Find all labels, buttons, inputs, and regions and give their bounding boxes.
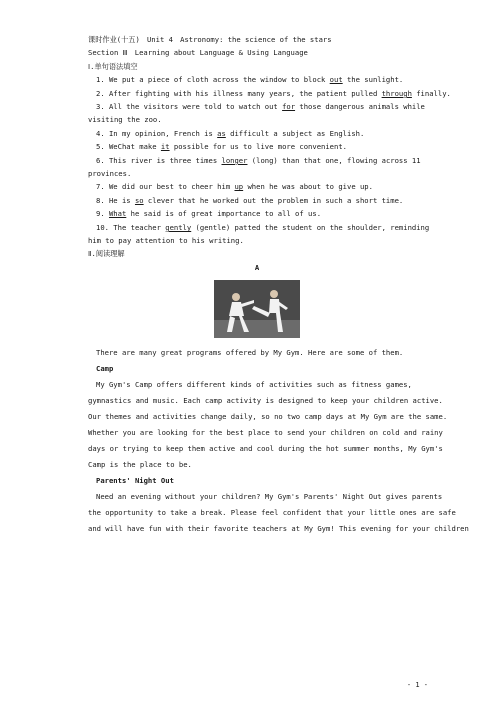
exercise-item-4: 4. In my opinion, French is as difficult a subject as English. (96, 129, 365, 138)
pno-text-line: the opportunity to take a break. Please feel confident that your little ones are safe (88, 508, 456, 517)
answer: for (282, 102, 296, 111)
camp-text-line: My Gym's Camp offers different kinds of activities such as fitness games, (96, 380, 412, 389)
exercise-item-6-cont: provinces. (88, 169, 132, 178)
answer: as (217, 129, 226, 138)
answer: longer (221, 156, 248, 165)
answer: gently (165, 223, 192, 232)
martial-arts-photo (214, 280, 300, 338)
answer: so (134, 196, 144, 205)
answer: through (381, 89, 412, 98)
exercise-item-2: 2. After fighting with his illness many years, the patient pulled through finally. (96, 89, 451, 98)
exercise-item-6: 6. This river is three times longer (long) than that one, flowing across 11 (96, 156, 421, 165)
exercise-item-3-cont: visiting the zoo. (88, 115, 162, 124)
exercise-item-8: 8. He is so clever that he worked out the problem in such a short time. (96, 196, 404, 205)
answer: What (108, 209, 127, 218)
pno-text-line: and will have fun with their favorite teachers at My Gym! This evening for your children (88, 524, 469, 533)
section-title: Section Ⅲ Learning about Language & Using Language (88, 48, 308, 57)
camp-text-line: Whether you are looking for the best place to send your children on cold and rainy (88, 428, 443, 437)
answer: up (234, 182, 244, 191)
karate-figures-icon (214, 280, 300, 338)
exercise-item-5: 5. WeChat make it possible for us to live more convenient. (96, 142, 347, 151)
parents-night-out-heading: Parents' Night Out (96, 476, 174, 485)
passage-label: A (254, 263, 260, 272)
camp-text-line: Our themes and activities change daily, so no two camp days at My Gym are the same. (88, 412, 448, 421)
answer: it (160, 142, 170, 151)
camp-heading: Camp (96, 364, 114, 373)
exercise-item-10-cont: him to pay attention to his writing. (88, 236, 244, 245)
exercise-item-10: 10. The teacher gently (gentle) patted the student on the shoulder, reminding (96, 223, 430, 232)
part1-heading: Ⅰ.单句语法填空 (88, 62, 138, 71)
worksheet-title: 课时作业(十五) Unit 4 Astronomy: the science of the stars (88, 35, 332, 44)
page-number: - 1 - (406, 681, 428, 689)
exercise-item-9: 9. What he said is of great importance to all of us. (96, 209, 322, 218)
camp-text-line: Camp is the place to be. (88, 460, 192, 469)
exercise-item-1: 1. We put a piece of cloth across the window to block out the sunlight. (96, 75, 404, 84)
part2-heading: Ⅱ.阅读理解 (88, 249, 125, 258)
exercise-item-7: 7. We did our best to cheer him up when he was about to give up. (96, 182, 373, 191)
camp-text-line: gymnastics and music. Each camp activity is designed to keep your children active. (88, 396, 443, 405)
exercise-item-3: 3. All the visitors were told to watch out for those dangerous animals while (96, 102, 425, 111)
pno-text-line: Need an evening without your children? My Gym's Parents' Night Out gives parents (96, 492, 443, 501)
camp-text-line: days or trying to keep them active and cool during the hot summer months, My Gym's (88, 444, 443, 453)
answer: out (329, 75, 343, 84)
passage-intro: There are many great programs offered by My Gym. Here are some of them. (96, 348, 404, 357)
